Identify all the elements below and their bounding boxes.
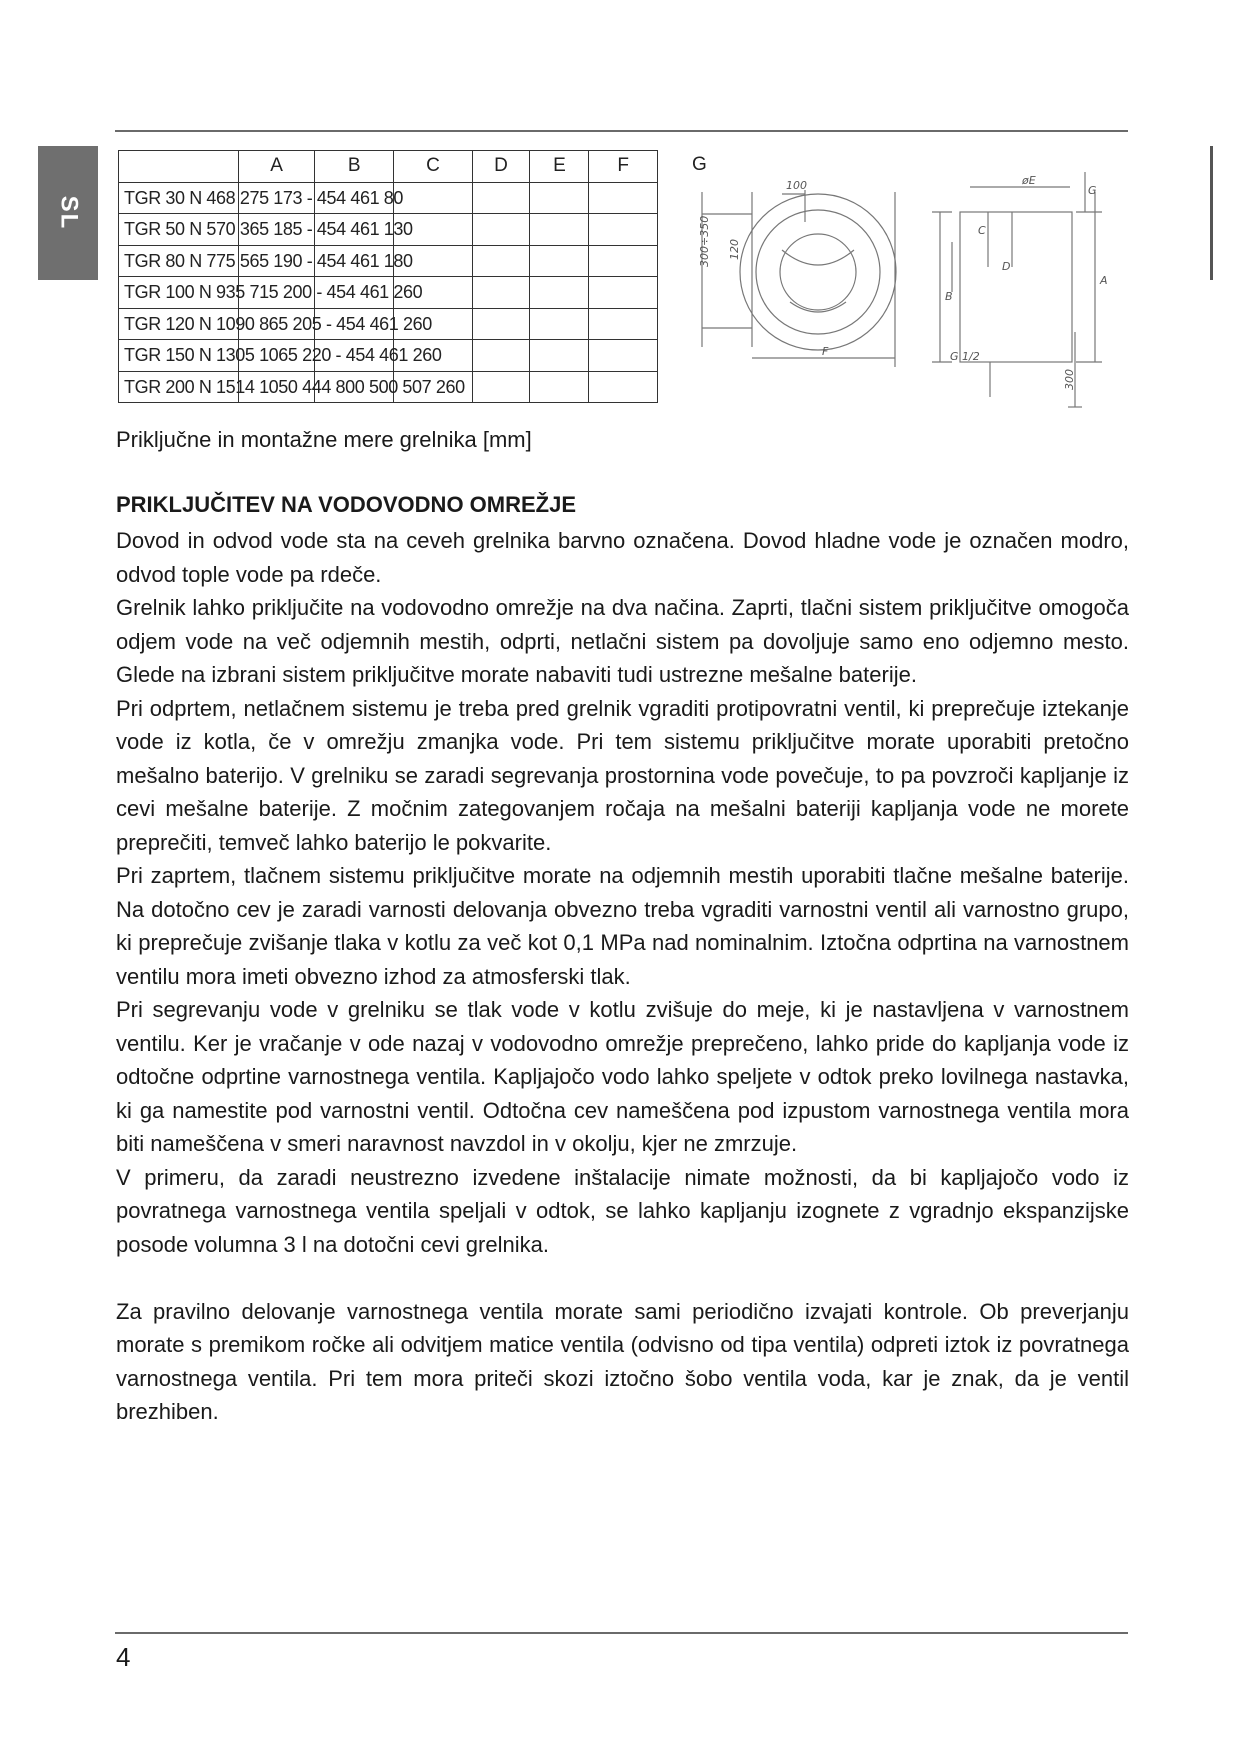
table-row	[119, 371, 658, 403]
paragraph: Dovod in odvod vode sta na ceveh grelnika barvno označena. Dovod hladne vode je označen modro, odvod tople vode pa rdeče.	[116, 528, 1129, 587]
table-header-cell: B	[315, 151, 394, 183]
dim-label: 300	[1063, 369, 1076, 390]
dim-label: G	[1088, 184, 1097, 197]
table-row	[119, 245, 658, 277]
table-row-text: TGR 200 N 1514 1050 444 800 500 507 260	[124, 376, 465, 397]
dim-label: C	[978, 224, 986, 237]
dim-label: A	[1100, 274, 1108, 287]
dim-label: 120	[728, 239, 741, 260]
dim-label: D	[1002, 260, 1011, 273]
body-text	[116, 524, 1129, 1429]
table-row-text: TGR 30 N 468 275 173 - 454 461 80	[124, 187, 404, 208]
dim-label: B	[945, 290, 953, 303]
page-number: 4	[116, 1642, 131, 1672]
paragraph: V primeru, da zaradi neustrezno izvedene inštalacije nimate možnosti, da bi kapljajočo vodo iz povratnega varnostnega ventila speljali v odtok, se lahko kapljanju izognete z vgradnjo ekspanzijske posode volumna 3 l na dotočni cevi grelnika.	[116, 1164, 1129, 1257]
edge-marker	[1210, 146, 1213, 280]
table-header-g: G	[692, 154, 707, 175]
dim-label: 300÷350	[698, 215, 711, 267]
dim-label: 100	[786, 179, 807, 192]
table-row	[119, 308, 658, 340]
table-row	[119, 182, 658, 214]
header-rule	[115, 130, 1128, 132]
table-header-cell: F	[589, 151, 658, 183]
heater-dimension-diagram	[690, 172, 1110, 417]
table-row-text: TGR 80 N 775 565 190 - 454 461 180	[124, 250, 413, 271]
table-row	[119, 340, 658, 372]
dim-label: øE	[1022, 174, 1036, 187]
paragraph: Pri zaprtem, tlačnem sistemu priključitve morate na odjemnih mestih uporabiti tlačne mešalne baterije. Na dotočno cev je zaradi varnosti delovanja obvezno treba vgraditi varnostni ventil ali varnostno grupo, ki preprečuje zvišanje tlaka v kotlu za več kot 0,1 MPa nad nominalnim. Iztočna odprtina na varnostnem ventilu mora imeti obvezno izhod za atmosferski tlak.	[116, 863, 1129, 989]
paragraph: Za pravilno delovanje varnostnega ventila morate sami periodično izvajati kontrole. Ob preverjanju morate s premikom ročke ali odvitjem matice ventila (odvisno od tipa ventila) odpreti iztok iz povratnega varnostnega ventila. Pri tem mora priteči skozi iztočno šobo ventila voda, kar je znak, da je ventil brezhiben.	[116, 1298, 1129, 1424]
paragraph: Grelnik lahko priključite na vodovodno omrežje na dva načina. Zaprti, tlačni sistem priključitve omogoča odjem vode na več odjemnih mestih, odprti, netlačni sistem pa dovoljuje samo eno odjemno mesto. Glede na izbrani sistem priključitve morate nabaviti tudi ustrezne mešalne baterije.	[116, 595, 1129, 687]
table-header-cell: E	[530, 151, 589, 183]
table-header-cell: A	[239, 151, 315, 183]
paragraph: Pri segrevanju vode v grelniku se tlak vode v kotlu zvišuje do meje, ki je nastavljena v varnostnem ventilu. Ker je vračanje v ode nazaj v vodovodno omrežje preprečeno, lahko pride do kapljanja vode iz odtočne odprtine varnostnega ventila. Kapljajočo vodo lahko speljete v odtok preko lovilnega nastavka, ki ga namestite pod varnostni ventil. Odtočna cev nameščena pod izpustom varnostnega ventila mora biti nameščena v smeri naravnost navzdol in v okolju, kjer ne zmrzuje.	[116, 997, 1129, 1156]
table-row-text: TGR 50 N 570 365 185 - 454 461 130	[124, 219, 413, 239]
dim-label: G 1/2	[950, 350, 980, 363]
paragraph: Pri odprtem, netlačnem sistemu je treba pred grelnik vgraditi protipovratni ventil, ki preprečuje iztekanje vode iz kotla, če v omrežju zmanjka vode. Pri tem sistemu priključitve morate uporabiti pretočno mešalno baterijo. V grelniku se zaradi segrevanja prostornina vode povečuje, to pa povzroči kapljanje iz cevi mešalne baterije. Z močnim zategovanjem ročaja na mešalni bateriji kapljanja vode ne morete preprečiti, temveč lahko baterijo le pokvarite.	[116, 695, 1129, 855]
table-row-text: TGR 150 N 1305 1065 220 - 454 461 260	[124, 345, 442, 365]
table-header-cell: D	[472, 151, 530, 183]
table-row-text: TGR 100 N 935 715 200 - 454 461 260	[124, 282, 423, 302]
table-header-cell	[119, 151, 239, 183]
footer-rule	[115, 1632, 1128, 1634]
dimensions-table	[118, 150, 658, 403]
table-header-row	[119, 151, 658, 183]
section-heading: PRIKLJUČITEV NA VODOVODNO OMREŽJE	[116, 492, 577, 517]
table-row	[119, 214, 658, 246]
language-tab	[38, 146, 98, 280]
language-tab-label: SL	[54, 195, 82, 231]
table-row-text: TGR 120 N 1090 865 205 - 454 461 260	[124, 313, 432, 334]
dim-label: F	[822, 345, 829, 358]
table-header-cell: C	[394, 151, 472, 183]
figure-caption: Priključne in montažne mere grelnika [mm]	[116, 427, 532, 452]
table-row	[119, 277, 658, 309]
